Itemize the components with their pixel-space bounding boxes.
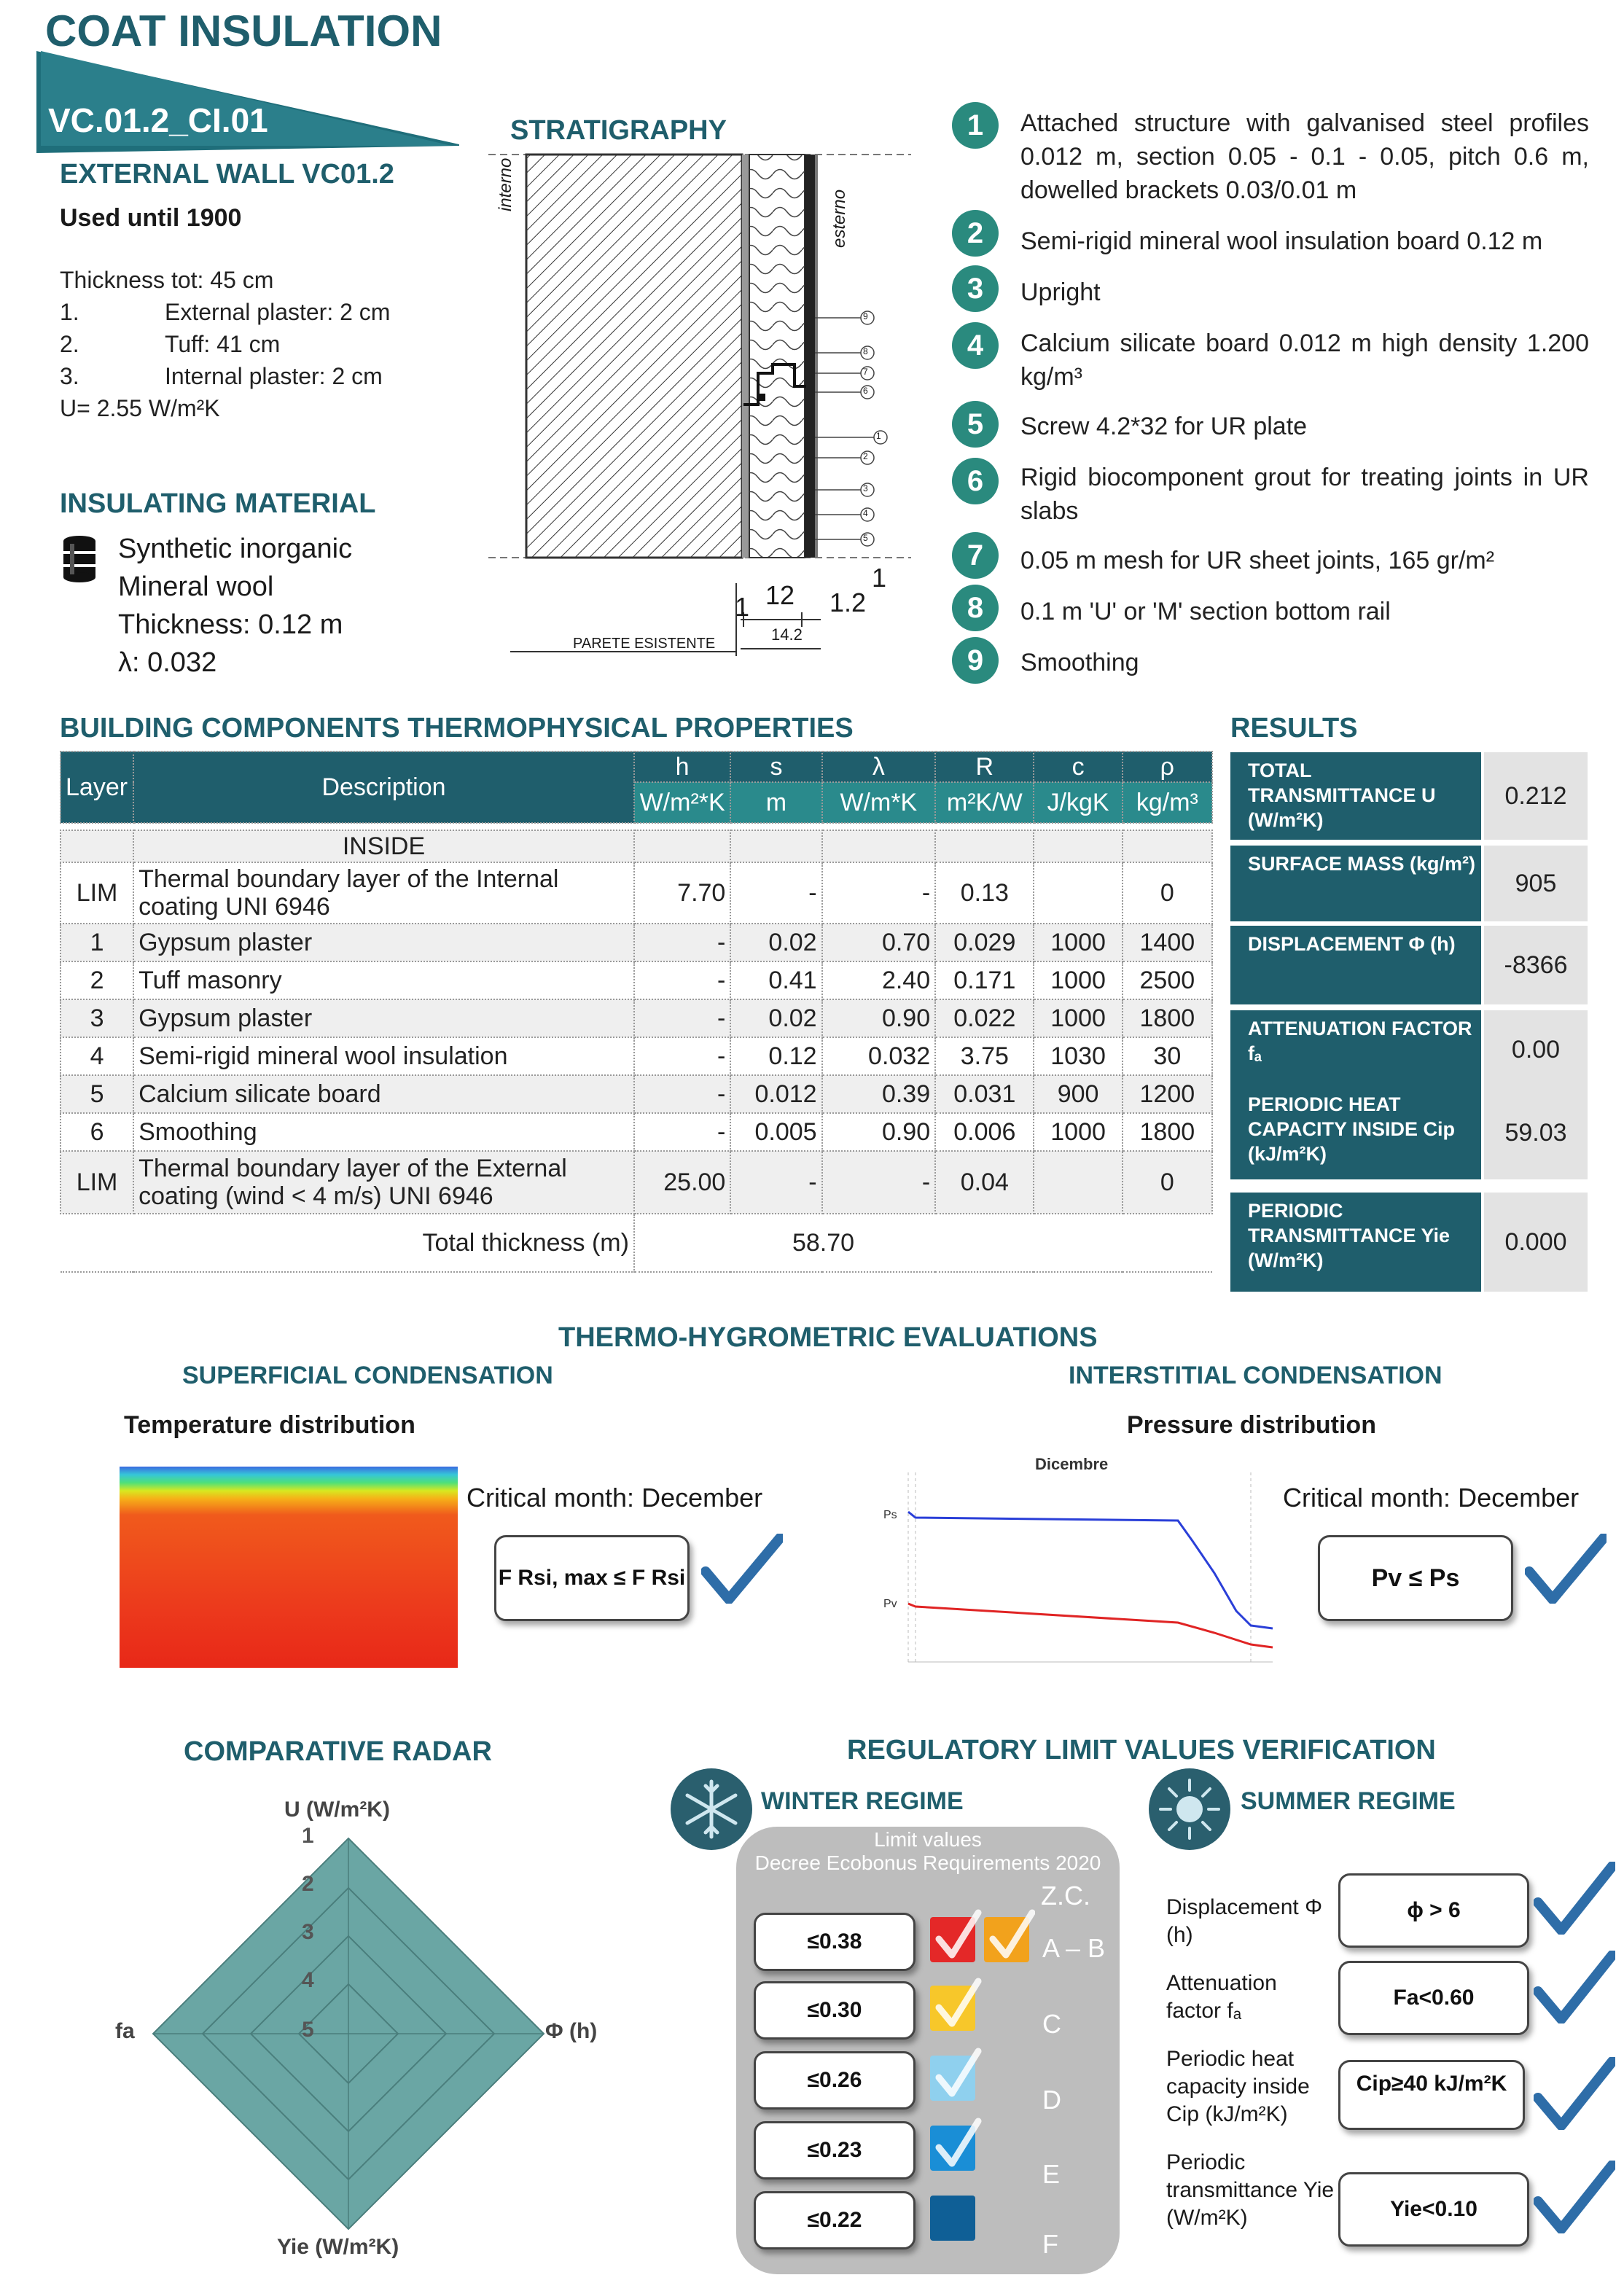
summer-label-1: Displacement Φ (h): [1166, 1895, 1323, 1947]
col-lambda: λ: [822, 752, 936, 782]
legend-text-1: Attached structure with galvanised steel profiles 0.012 m, section 0.05 - 0.1 - 0.05, pitch 0.6 m, dowelled brackets 0.03/0.01 m: [1020, 109, 1589, 204]
unit-c: J/kgK: [1034, 782, 1122, 823]
legend-text-5: Screw 4.2*32 for UR plate: [1020, 413, 1308, 440]
result-value-displacement: -8366: [1484, 926, 1588, 1004]
result-value-u: 0.212: [1484, 752, 1588, 840]
callout-2: 2: [863, 451, 868, 461]
results-heading: RESULTS: [1230, 713, 1358, 744]
check-icon: [1525, 1534, 1607, 1604]
result-value-heat-capacity: 59.03: [1484, 1086, 1588, 1179]
col-desc: Description: [133, 752, 634, 823]
callout-9: 9: [863, 311, 868, 321]
wall-u-value: U= 2.55 W/m²K: [60, 395, 220, 421]
radar-heading: COMPARATIVE RADAR: [184, 1736, 492, 1767]
check-icon: [1534, 1951, 1615, 2024]
dim-142: 14.2: [771, 625, 803, 644]
winter-limit-1: ≤0.38: [754, 1913, 916, 1971]
properties-table: [60, 751, 1213, 1273]
legend-num-3: 3: [952, 265, 999, 312]
insulating-line-1: Synthetic inorganic: [118, 534, 353, 564]
zone-d: D: [1042, 2085, 1061, 2115]
legend-num-9: 9: [952, 637, 999, 684]
total-value: 58.70: [634, 1214, 1212, 1272]
result-label-periodic: PERIODIC TRANSMITTANCE Yie (W/m²K): [1230, 1193, 1481, 1292]
barrel-icon: [61, 535, 98, 583]
critical-month-left: Critical month: December: [466, 1483, 763, 1513]
summer-limit-3: Cip≥40 kJ/m²K: [1338, 2060, 1525, 2130]
wall-layer-3: Internal plaster: 2 cm: [165, 363, 383, 389]
wall-layer-1: External plaster: 2 cm: [165, 299, 391, 325]
legend-num-2: 2: [952, 210, 999, 257]
label-ps: Ps: [883, 1509, 897, 1521]
winter-limit-5: ≤0.22: [754, 2191, 916, 2249]
table-row: 3 Gypsum plaster - 0.02 0.90 0.022 1000 1800: [60, 999, 1212, 1037]
zone-header: Z.C.: [1041, 1881, 1090, 1911]
col-layer: Layer: [60, 752, 133, 823]
radar-tick-2: 2: [302, 1872, 314, 1896]
result-value-attenuation: 0.00: [1484, 1010, 1588, 1089]
legend-num-1: 1: [952, 102, 999, 149]
zone-c: C: [1042, 2009, 1061, 2039]
summer-heading: SUMMER REGIME: [1241, 1787, 1456, 1815]
limit-title-1: Limit values: [874, 1828, 982, 1851]
wall-layer-1-num: 1.: [60, 299, 79, 325]
winter-limit-4: ≤0.23: [754, 2121, 916, 2179]
legend-text-4: Calcium silicate board 0.012 m high density 1.200 kg/m³: [1020, 329, 1589, 391]
pressure-chart-title: Dicembre: [1035, 1455, 1109, 1473]
dim-12: 12: [765, 580, 795, 610]
code-label: VC.01.2_CI.01: [48, 101, 268, 139]
table-row: LIM Thermal boundary layer of the External coating (wind < 4 m/s) UNI 6946 25.00 - - 0.04 0: [60, 1151, 1212, 1214]
check-icon: [1534, 1862, 1615, 1935]
total-label: Total thickness (m): [60, 1214, 634, 1272]
label-interno: interno: [496, 157, 515, 211]
insulating-line-2: Mineral wool: [118, 571, 274, 602]
table-heading: BUILDING COMPONENTS THERMOPHYSICAL PROPERTIES: [60, 713, 854, 744]
inside-label: INSIDE: [133, 830, 634, 862]
table-row: 6 Smoothing - 0.005 0.90 0.006 1000 1800: [60, 1113, 1212, 1151]
label-pv: Pv: [883, 1598, 897, 1610]
pressure-chart: [886, 1451, 1280, 1669]
summer-limit-4: Yie<0.10: [1338, 2172, 1529, 2247]
unit-lambda: W/m*K: [822, 782, 936, 823]
summer-label-4: Periodic transmittance Yie (W/m²K): [1166, 2150, 1335, 2230]
unit-rho: kg/m³: [1123, 782, 1212, 823]
col-rho: ρ: [1123, 752, 1212, 782]
label-parete: PARETE ESISTENTE: [573, 636, 716, 652]
table-row: 2 Tuff masonry - 0.41 2.40 0.171 1000 2500: [60, 961, 1212, 999]
legend-num-7: 7: [952, 532, 999, 579]
zone-checks: [933, 1895, 1035, 2172]
col-s: s: [730, 752, 821, 782]
col-r: R: [935, 752, 1034, 782]
radar-tick-5: 5: [302, 2018, 314, 2042]
legend-num-6: 6: [952, 458, 999, 504]
dim-1b: 1: [872, 563, 887, 593]
table-row: 1 Gypsum plaster - 0.02 0.70 0.029 1000 1400: [60, 924, 1212, 961]
zone-e: E: [1042, 2159, 1061, 2189]
wall-thickness: Thickness tot: 45 cm: [60, 267, 274, 293]
unit-s: m: [730, 782, 821, 823]
table-row: LIM Thermal boundary layer of the Internal coating UNI 6946 7.70 - - 0.13 0: [60, 862, 1212, 924]
callout-7: 7: [863, 367, 868, 377]
temperature-title: Temperature distribution: [124, 1411, 415, 1439]
radar-chart: [146, 1830, 554, 2238]
radar-axis-phi: Φ (h): [545, 2019, 598, 2043]
limit-title-2: Decree Ecobonus Requirements 2020: [754, 1851, 1101, 1874]
result-value-mass: 905: [1484, 846, 1588, 921]
check-icon: [701, 1534, 783, 1604]
interstitial-heading: INTERSTITIAL CONDENSATION: [1069, 1362, 1443, 1389]
table-row: 5 Calcium silicate board - 0.012 0.39 0.031 900 1200: [60, 1075, 1212, 1113]
result-label-u: TOTAL TRANSMITTANCE U (W/m²K): [1230, 752, 1481, 840]
wall-name: EXTERNAL WALL VC01.2: [60, 159, 394, 190]
total-row: [60, 1214, 1212, 1272]
sun-icon: [1147, 1767, 1232, 1851]
unit-h: W/m²*K: [634, 782, 730, 823]
col-c: c: [1034, 752, 1122, 782]
table-row: 4 Semi-rigid mineral wool insulation - 0.12 0.032 3.75 1030 30: [60, 1037, 1212, 1075]
wall-layer-2-num: 2.: [60, 331, 79, 357]
radar-axis-yie: Yie (W/m²K): [277, 2235, 399, 2259]
radar-axis-fa: fa: [115, 2019, 135, 2043]
thermo-heading: THERMO-HYGROMETRIC EVALUATIONS: [558, 1322, 1098, 1353]
summer-label-2: Attenuation factor fₐ: [1166, 1971, 1277, 2023]
winter-limit-2: ≤0.30: [754, 1981, 916, 2040]
result-label-attenuation: ATTENUATION FACTOR fₐ: [1230, 1010, 1481, 1089]
pressure-title: Pressure distribution: [1127, 1411, 1376, 1439]
regulatory-heading: REGULATORY LIMIT VALUES VERIFICATION: [847, 1735, 1436, 1765]
radar-tick-1: 1: [302, 1824, 314, 1848]
check-icon: [1534, 2161, 1615, 2233]
legend-text-7: 0.05 m mesh for UR sheet joints, 165 gr/m²: [1020, 547, 1495, 574]
col-h: h: [634, 752, 730, 782]
check-icon: [1534, 2057, 1615, 2130]
result-value-periodic: 0.000: [1484, 1193, 1588, 1292]
legend-text-2: Semi-rigid mineral wool insulation board 0.12 m: [1020, 227, 1543, 255]
radar-tick-4: 4: [302, 1968, 314, 1992]
insulating-line-4: λ: 0.032: [118, 647, 217, 678]
callout-8: 8: [863, 346, 868, 356]
check-box-left: F Rsi, max ≤ F Rsi: [494, 1535, 690, 1621]
wall-used: Used until 1900: [60, 204, 242, 232]
wall-layer-3-num: 3.: [60, 363, 79, 389]
callout-4: 4: [863, 508, 868, 518]
result-label-heat-capacity: PERIODIC HEAT CAPACITY INSIDE Cip (kJ/m²K): [1230, 1086, 1481, 1179]
unit-r: m²K/W: [935, 782, 1034, 823]
radar-axis-u: U (W/m²K): [284, 1798, 390, 1822]
legend-num-4: 4: [952, 322, 999, 369]
winter-limit-3: ≤0.26: [754, 2051, 916, 2110]
legend-num-8: 8: [952, 585, 999, 631]
superficial-heading: SUPERFICIAL CONDENSATION: [182, 1362, 553, 1389]
result-label-displacement: DISPLACEMENT Φ (h): [1230, 926, 1481, 1004]
insulating-heading: INSULATING MATERIAL: [60, 488, 376, 519]
legend-text-6: Rigid biocomponent grout for treating joints in UR slabs: [1020, 464, 1589, 525]
zone-ab: A – B: [1042, 1933, 1106, 1963]
page-title: COAT INSULATION: [45, 7, 442, 55]
summer-limit-1: ϕ > 6: [1338, 1873, 1529, 1948]
stratigraphy-drawing: [481, 146, 918, 663]
check-box-right: Pv ≤ Ps: [1318, 1535, 1513, 1621]
summer-limit-2: Fa<0.60: [1338, 1961, 1529, 2035]
dim-1a: 1: [735, 592, 750, 622]
legend-num-5: 5: [952, 401, 999, 448]
temperature-map: [120, 1467, 458, 1668]
callout-5: 5: [863, 533, 868, 543]
insulating-line-3: Thickness: 0.12 m: [118, 609, 343, 640]
dim-12b: 1.2: [829, 588, 867, 617]
legend-text-3: Upright: [1020, 278, 1101, 306]
callout-6: 6: [863, 386, 868, 396]
wall-layer-2: Tuff: 41 cm: [165, 331, 281, 357]
callout-1: 1: [876, 431, 881, 441]
zone-square-navy: [930, 2196, 975, 2241]
callout-3: 3: [863, 483, 868, 493]
winter-heading: WINTER REGIME: [761, 1787, 964, 1815]
stratigraphy-heading: STRATIGRAPHY: [510, 115, 727, 146]
radar-tick-3: 3: [302, 1920, 314, 1944]
label-esterno: esterno: [829, 189, 849, 248]
legend-text-9: Smoothing: [1020, 649, 1139, 676]
result-label-mass: SURFACE MASS (kg/m²): [1230, 846, 1481, 921]
summer-label-3: Periodic heat capacity inside Cip (kJ/m²K): [1166, 2047, 1310, 2126]
legend-text-8: 0.1 m 'U' or 'M' section bottom rail: [1020, 598, 1391, 625]
critical-month-right: Critical month: December: [1283, 1483, 1580, 1513]
zone-f: F: [1042, 2229, 1058, 2259]
